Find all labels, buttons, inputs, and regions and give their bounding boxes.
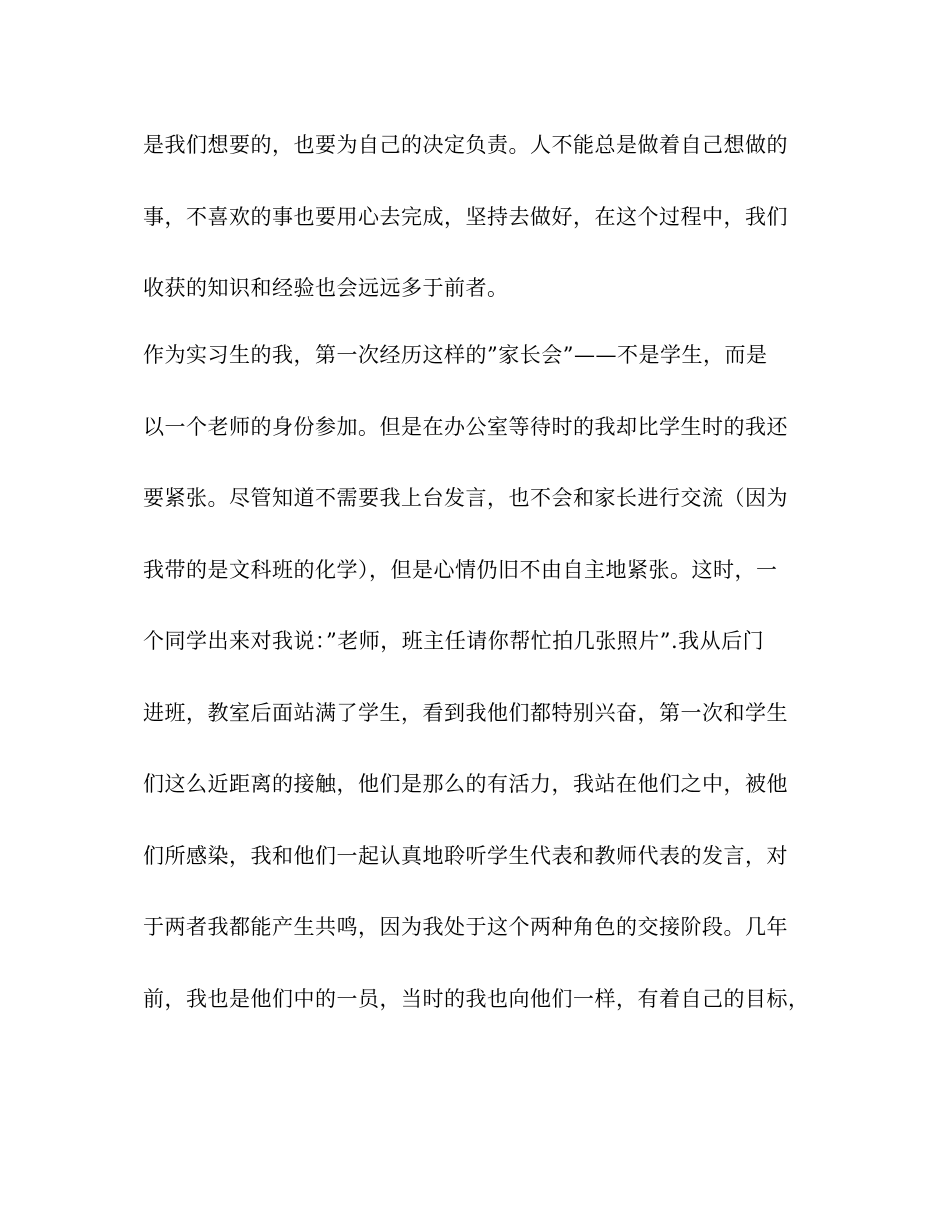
text-line: 是我们想要的，也要为自己的决定负责。人不能总是做着自己想做的 <box>143 133 788 157</box>
text-line: 个同学出来对我说：”老师，班主任请你帮忙拍几张照片”.我从后门 <box>143 629 765 653</box>
text-line: 事，不喜欢的事也要用心去完成，坚持去做好，在这个过程中，我们 <box>143 205 788 229</box>
text-line: 们所感染，我和他们一起认真地聆听学生代表和教师代表的发言，对 <box>143 844 788 868</box>
text-line: 于两者我都能产生共鸣，因为我处于这个两种角色的交接阶段。几年 <box>143 915 788 939</box>
text-line: 进班，教室后面站满了学生，看到我他们都特别兴奋，第一次和学生 <box>143 701 788 725</box>
text-line: 作为实习生的我，第一次经历这样的”家长会”——不是学生，而是 <box>143 343 768 367</box>
text-line: 前，我也是他们中的一员，当时的我也向他们一样，有着自己的目标， <box>143 987 810 1011</box>
text-line: 我带的是文科班的化学），但是心情仍旧不由自主地紧张。这时，一 <box>143 558 778 582</box>
text-line: 要紧张。尽管知道不需要我上台发言，也不会和家长进行交流（因为 <box>143 486 788 510</box>
text-line: 们这么近距离的接触，他们是那么的有活力，我站在他们之中，被他 <box>143 772 788 796</box>
text-line: 收获的知识和经验也会远远多于前者。 <box>143 276 509 300</box>
text-line: 以一个老师的身份参加。但是在办公室等待时的我却比学生时的我还 <box>143 415 788 439</box>
